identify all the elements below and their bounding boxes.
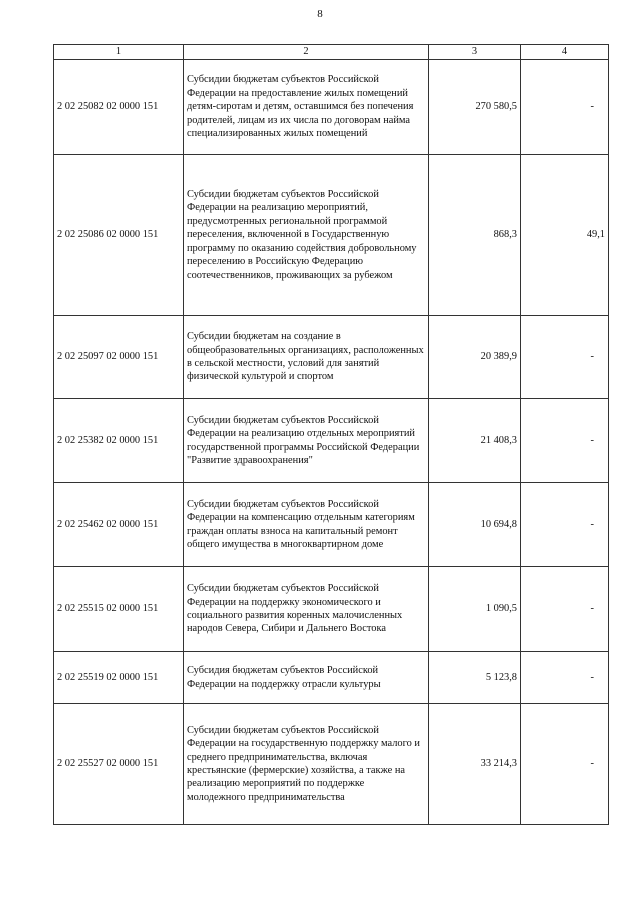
budget-code: 2 02 25527 02 0000 151 [54, 704, 184, 825]
row-description: Субсидии бюджетам субъектов Российской Федерации на реализацию мероприятий, предусмотренных региональной программой переселения, включенной в Государственную программу по оказанию содействия добровольному переселению в Российскую Федерацию соотечественников, проживающих за рубежом [184, 155, 429, 316]
budget-code: 2 02 25519 02 0000 151 [54, 652, 184, 704]
extra-value: - [521, 567, 609, 652]
amount-value: 20 389,9 [429, 316, 521, 399]
table-row [54, 483, 609, 567]
extra-value: - [521, 316, 609, 399]
amount-value: 270 580,5 [429, 60, 521, 155]
row-description: Субсидии бюджетам субъектов Российской Федерации на поддержку экономического и социального развития коренных малочисленных народов Севера, Сибири и Дальнего Востока [184, 567, 429, 652]
extra-value: - [521, 704, 609, 825]
amount-value: 21 408,3 [429, 399, 521, 483]
extra-value: - [521, 652, 609, 704]
budget-code: 2 02 25097 02 0000 151 [54, 316, 184, 399]
extra-value: - [521, 60, 609, 155]
header-col-3: 3 [429, 45, 521, 60]
header-col-2: 2 [184, 45, 429, 60]
amount-value: 1 090,5 [429, 567, 521, 652]
row-description: Субсидии бюджетам субъектов Российской Федерации на компенсацию отдельным категориям граждан оплаты взноса на капитальный ремонт общего имущества в многоквартирном доме [184, 483, 429, 567]
amount-value: 33 214,3 [429, 704, 521, 825]
budget-code: 2 02 25515 02 0000 151 [54, 567, 184, 652]
row-description: Субсидии бюджетам субъектов Российской Федерации на предоставление жилых помещений детям-сиротам и детям, оставшимся без попечения родителей, лицам из их числа по договорам найма специализированных жилых помещений [184, 60, 429, 155]
header-col-1: 1 [54, 45, 184, 60]
table-row [54, 652, 609, 704]
budget-table [53, 44, 609, 825]
budget-code: 2 02 25462 02 0000 151 [54, 483, 184, 567]
extra-value: - [521, 483, 609, 567]
table-row [54, 567, 609, 652]
row-description: Субсидии бюджетам на создание в общеобразовательных организациях, расположенных в сельской местности, условий для занятий физической культурой и спортом [184, 316, 429, 399]
budget-code: 2 02 25082 02 0000 151 [54, 60, 184, 155]
table-row [54, 704, 609, 825]
amount-value: 868,3 [429, 155, 521, 316]
row-description: Субсидии бюджетам субъектов Российской Федерации на государственную поддержку малого и среднего предпринимательства, включая крестьянские (фермерские) хозяйства, а также на реализацию мероприятий по поддержке молодежного предпринимательства [184, 704, 429, 825]
table-row [54, 155, 609, 316]
amount-value: 10 694,8 [429, 483, 521, 567]
table-row [54, 399, 609, 483]
extra-value: 49,1 [521, 155, 609, 316]
header-row [54, 45, 609, 60]
budget-code: 2 02 25382 02 0000 151 [54, 399, 184, 483]
budget-code: 2 02 25086 02 0000 151 [54, 155, 184, 316]
row-description: Субсидии бюджетам субъектов Российской Федерации на реализацию отдельных мероприятий государственной программы Российской Федерации "Развитие здравоохранения" [184, 399, 429, 483]
table-row [54, 60, 609, 155]
table-row [54, 316, 609, 399]
extra-value: - [521, 399, 609, 483]
header-col-4: 4 [521, 45, 609, 60]
page-number: 8 [317, 8, 323, 20]
row-description: Субсидия бюджетам субъектов Российской Федерации на поддержку отрасли культуры [184, 652, 429, 704]
amount-value: 5 123,8 [429, 652, 521, 704]
